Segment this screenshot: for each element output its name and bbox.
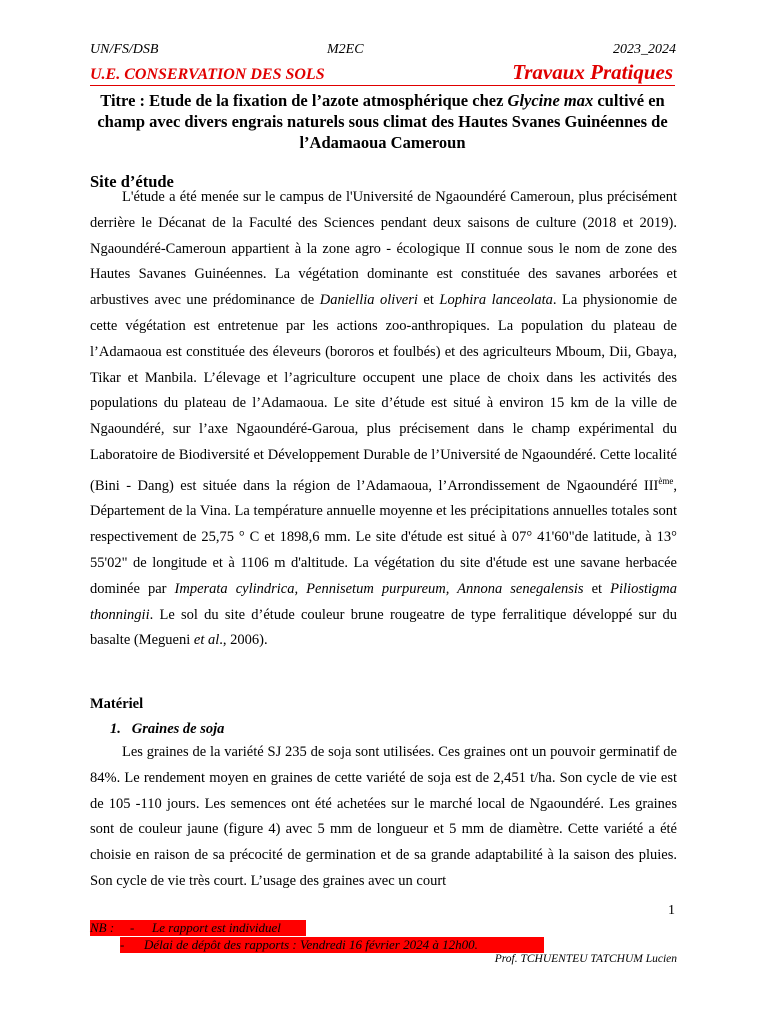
- section-heading-site: Site d’étude: [90, 172, 174, 191]
- bullet-dash: -: [120, 937, 125, 952]
- paragraph-site: [90, 185, 677, 654]
- bullet-dash: -: [130, 920, 135, 935]
- section-heading-materiel: Matériel: [90, 696, 144, 712]
- subsection-number: 1.: [110, 721, 121, 737]
- page-number: 1: [668, 903, 675, 918]
- species-name: Lophira lanceolata: [439, 292, 553, 309]
- title-suffix: cultivé en champ avec divers engrais naturels sous climat des Hautes Svanes Guinéennes de l’Adamaoua Cameroun: [97, 91, 668, 152]
- site-text-5: et: [583, 580, 611, 597]
- nb-label: NB :: [90, 920, 115, 935]
- footer-note-1: [90, 920, 306, 936]
- document-title: [90, 90, 675, 153]
- site-text-4: , Département de la Vina. La température annuelle moyenne et les précipitations annuelles totales sont respectivement de 25,75 ° C et 1898,6 mm. Le site d'étude est situé à 07° 41'60"de latitude, à 13° 55'02" de longitude et à 1106 m d'altitude. La végétation du site d'étude est une savane herbacée dominée par: [90, 477, 677, 597]
- site-text-1: L'étude a été menée sur le campus de l'Université de Ngaoundéré Cameroun, plus précisément derrière le Décanat de la Faculté des Sciences pendant deux saisons de culture (2018 et 2019). Ngaoundéré-Cameroun appartient à la zone agro - écologique II connue sous le nom de zone des Hautes Savanes Guinéennes. La végétation dominante est constituée des savanes arborées et arbustives avec une prédominance de: [90, 189, 677, 309]
- site-text-7: ., 2006).: [219, 632, 268, 649]
- session-type: Travaux Pratiques: [512, 60, 673, 84]
- running-header: [90, 42, 676, 62]
- footer-note-2: [120, 937, 544, 953]
- graines-text: Les graines de la variété SJ 235 de soja sont utilisées. Ces graines ont un pouvoir germinatif de 84%. Le rendement moyen en graines de cette variété de soja est de 2,451 t/ha. Son cycle de vie est de 105 -110 jours. Les semences ont été achetées sur le marché local de Ngaoundéré. Les graines sont de couleur jaune (figure 4) avec 5 mm de longueur et 5 mm de diamètre. Cette variété a été choisie en raison de sa précocité de germination et de sa grande adaptabilité à la saison des pluies. Son cycle de vie très court. L’usage des graines avec un court: [90, 744, 677, 889]
- site-text-3: . La physionomie de cette végétation est entretenue par les actions zoo-anthropiques. La population du plateau de l’Adamaoua est constituée des éleveurs (bororos et foulbés) et des agriculteurs Mboum, Dii, Gbaya, Tikar et Manbila. L’élevage et l’agriculture occupent une place de choix dans les activités des populations du plateau de l’Adamaoua. Le site d’étude est situé à environ 15 km de la ville de Ngaoundéré, sur l’axe Ngaoundéré-Garoua, plus précisement dans le champ expérimental du Laboratoire de Biodiversité et Développement Durable de l’Université de Ngaoundéré. Cette localité (Bini - Dang) est située dans la région de l’Adamaoua, l’Arrondissement de Ngaoundéré III: [90, 292, 678, 494]
- course-header: [90, 61, 675, 86]
- title-species: Glycine max: [507, 91, 594, 110]
- citation-etal: et al: [193, 632, 220, 649]
- site-text-2: et: [417, 292, 440, 309]
- site-text-6: . Le sol du site d’étude couleur brune rougeatre de type ferralitique développé sur du basalte (Megueni: [90, 606, 677, 649]
- species-name: Piliostigma thonningii: [90, 580, 677, 623]
- header-year: 2023_2024: [613, 42, 676, 57]
- paragraph-graines: [90, 740, 677, 895]
- note-deadline: Délai de dépôt des rapports : Vendredi 16 février 2024 à 12h00.: [144, 937, 478, 952]
- superscript: ème: [658, 475, 674, 486]
- title-prefix: Titre : Etude de la fixation de l’azote atmosphérique chez: [100, 91, 508, 110]
- header-level: M2EC: [327, 42, 364, 57]
- subsection-heading-graines: [110, 721, 224, 738]
- course-name: U.E. CONSERVATION DES SOLS: [90, 66, 325, 83]
- subsection-title: Graines de soja: [131, 721, 225, 737]
- species-name: Daniellia oliveri: [319, 292, 418, 309]
- species-name: Imperata cylindrica, Pennisetum purpureum, Annona senegalensis: [174, 580, 584, 597]
- author-signature: Prof. TCHUENTEU TATCHUM Lucien: [494, 953, 677, 965]
- note-individual: Le rapport est individuel: [152, 920, 281, 935]
- header-institution: UN/FS/DSB: [90, 42, 159, 57]
